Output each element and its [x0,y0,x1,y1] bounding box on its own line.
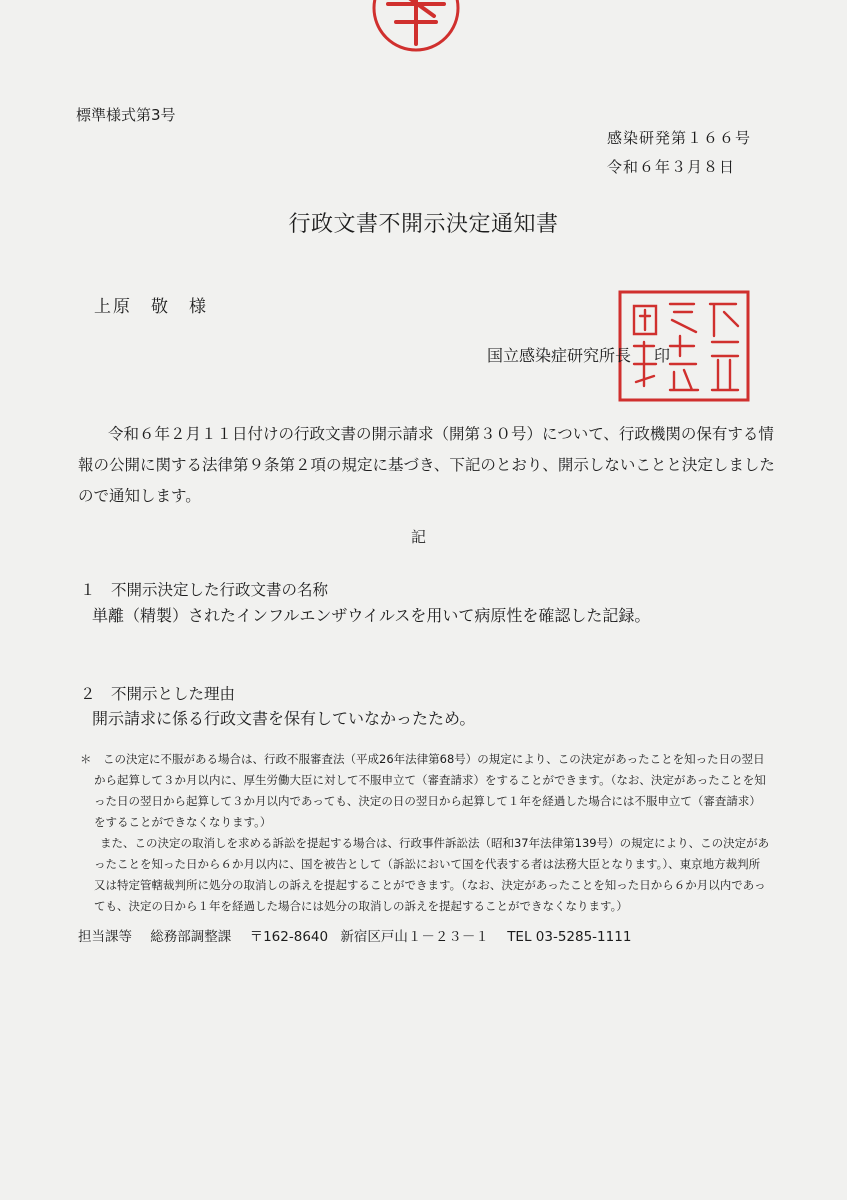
appeal-notice [80,749,770,917]
contact-postal-code: 〒162-8640 [249,929,329,945]
appeal-notice-paragraph-2: また、この決定の取消しを求める訴訟を提起する場合は、行政事件訴訟法（昭和37年法律第139号）の規定により、この決定があったことを知った日から６か月以内に、国を被告として（訴訟において国を代表する者は法務大臣となります。）、東京地方裁判所又は特定管轄裁判所に処分の取消しの訴えを提起することができます。（なお、決定があったことを知った日から６か月以内であっても、決定の日から１年を経過した場合には処分の取消しの訴えを提起することができなくなります。） [94,836,770,913]
ki-marker: 記 [411,528,427,546]
section-2-content: 開示請求に係る行政文書を保有していなかったため。 [92,709,476,728]
section-1-heading: １ 不開示決定した行政文書の名称 [80,581,329,599]
top-red-stamp [368,0,464,56]
body-paragraph: 令和６年２月１１日付けの行政文書の開示請求（開第３０号）について、行政機関の保有する情報の公開に関する法律第９条第２項の規定に基づき、下記のとおり、開示しないことと決定しましたので通知します。 [78,425,775,505]
document-number: 感染研発第１６６号 [607,129,752,147]
contact-label: 担当課等 [78,929,132,945]
sender-name: 国立感染症研究所長 [487,346,632,365]
issue-date: 令和６年３月８日 [607,158,736,176]
section-2-heading: ２ 不開示とした理由 [80,685,236,703]
document-title: 行政文書不開示決定通知書 [288,212,559,237]
contact-phone: TEL 03-5285-1111 [507,929,632,945]
appeal-notice-paragraph-1: ＊ この決定に不服がある場合は、行政不服審査法（平成26年法律第68号）の規定により、この決定があったことを知った日の翌日から起算して３か月以内に、厚生労働大臣に対して不服申立て（審査請求）をすることができます。（なお、決定があったことを知った日の翌日から起算して３か月以内であっても、決定の日の翌日から起算して１年を経過した場合には不服申立て（審査請求）をすることができなくなります。） [80,752,766,829]
form-label: 標準様式第3号 [76,106,176,124]
contact-department: 総務部調整課 [150,929,232,945]
contact-address: 新宿区戸山１－２３－１ [340,929,489,945]
recipient-name: 上原 敬 様 [94,297,208,317]
section-1-content: 単離（精製）されたインフルエンザウイルスを用いて病原性を確認した記録。 [92,606,651,625]
contact-info [78,925,645,945]
seal-label: 印 [654,346,671,365]
official-seal [614,286,754,406]
